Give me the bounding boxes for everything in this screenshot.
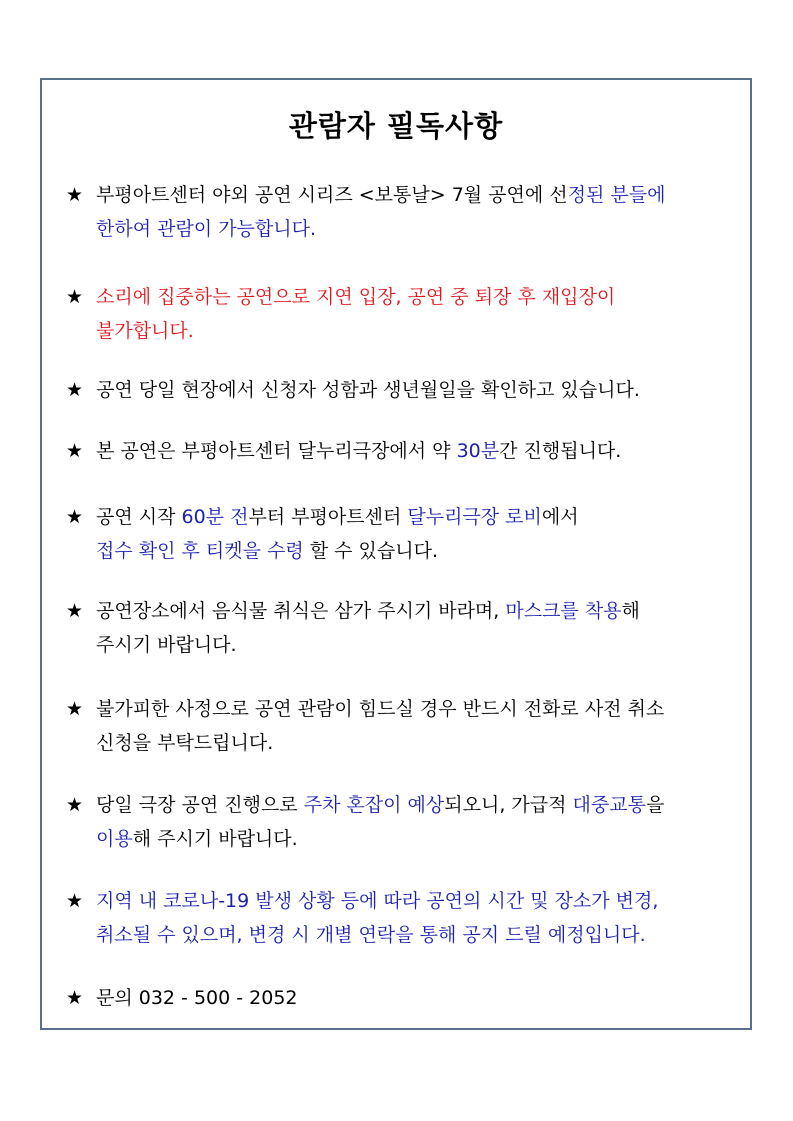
notice-item xyxy=(66,373,740,407)
notice-line xyxy=(66,981,740,1015)
notice-item xyxy=(66,434,740,468)
notice-text: 당일 극장 공연 진행으로 xyxy=(96,794,304,816)
notice-text: 신청을 부탁드립니다. xyxy=(96,732,274,754)
notice-item xyxy=(66,178,740,246)
notice-line xyxy=(66,594,740,628)
notice-text: 달누리극장 로비 xyxy=(407,506,542,528)
notice-line xyxy=(66,534,740,568)
notice-text: 지역 내 코로나-19 발생 상황 등에 따라 공연의 시간 및 장소가 변경, xyxy=(96,890,659,912)
notice-text: 을 xyxy=(645,794,665,816)
notice-text: 정된 분들에 xyxy=(567,184,666,206)
notice-item xyxy=(66,692,740,760)
star-bullet-icon: ★ xyxy=(66,184,84,206)
notice-text: 소리에 집중하는 공연으로 지연 입장, 공연 중 퇴장 후 재입장이 xyxy=(96,286,616,308)
notice-text: 취소될 수 있으며, 변경 시 개별 연락을 통해 공지 드릴 예정입니다. xyxy=(96,924,646,946)
notice-text: 해 주시기 바랍니다. xyxy=(132,828,298,850)
star-bullet-icon: ★ xyxy=(66,379,84,401)
notice-text: 한하여 관람이 가능합니다. xyxy=(96,218,317,240)
notice-text: 공연 시작 xyxy=(96,506,182,528)
notice-text: 공연장소에서 음식물 취식은 삼가 주시기 바라며, xyxy=(96,600,506,622)
notice-frame xyxy=(40,78,752,1030)
notice-line xyxy=(66,822,740,856)
notice-item xyxy=(66,981,740,1015)
notice-text: 해 xyxy=(621,600,640,622)
notice-line xyxy=(66,628,740,662)
notice-text: 접수 확인 후 티켓을 수령 xyxy=(96,540,304,562)
notice-text: 문의 032 - 500 - 2052 xyxy=(96,987,298,1009)
notice-text: 간 진행됩니다. xyxy=(499,440,622,462)
notice-line xyxy=(66,788,740,822)
notice-line xyxy=(66,178,740,212)
notice-item xyxy=(66,280,740,348)
notice-line xyxy=(66,726,740,760)
notice-line xyxy=(66,373,740,407)
notice-text: 공연 당일 현장에서 신청자 성함과 생년월일을 확인하고 있습니다. xyxy=(96,379,640,401)
notice-line xyxy=(66,692,740,726)
notice-text: 부평아트센터 야외 공연 시리즈 <보통날> 7월 공연에 선 xyxy=(96,184,568,206)
notice-line xyxy=(66,280,740,314)
star-bullet-icon: ★ xyxy=(66,987,84,1009)
star-bullet-icon: ★ xyxy=(66,506,84,528)
notice-line xyxy=(66,918,740,952)
star-bullet-icon: ★ xyxy=(66,794,84,816)
notice-line xyxy=(66,434,740,468)
page-title: 관람자 필독사항 xyxy=(288,109,504,143)
notice-text: 불가피한 사정으로 공연 관람이 힘드실 경우 반드시 전화로 사전 취소 xyxy=(96,698,665,720)
notice-item xyxy=(66,884,740,952)
notice-text: 본 공연은 부평아트센터 달누리극장에서 약 xyxy=(96,440,457,462)
notice-item xyxy=(66,788,740,856)
notice-line xyxy=(66,212,740,246)
notice-text: 에서 xyxy=(541,506,579,528)
star-bullet-icon: ★ xyxy=(66,698,84,720)
star-bullet-icon: ★ xyxy=(66,600,84,622)
notice-text: 부터 부평아트센터 xyxy=(248,506,408,528)
notice-text: 되오니, 가급적 xyxy=(444,794,573,816)
notice-text: 주시기 바랍니다. xyxy=(96,634,237,656)
notice-text: 대중교통 xyxy=(572,794,646,816)
notice-line xyxy=(66,884,740,918)
notice-text: 주차 혼잡이 예상 xyxy=(303,794,445,816)
star-bullet-icon: ★ xyxy=(66,440,84,462)
notice-text: 할 수 있습니다. xyxy=(303,540,438,562)
notice-text: 마스크를 착용 xyxy=(505,600,622,622)
notice-text: 60분 전 xyxy=(181,506,249,528)
star-bullet-icon: ★ xyxy=(66,286,84,308)
notice-item xyxy=(66,594,740,662)
notice-line xyxy=(66,314,740,348)
notice-item xyxy=(66,500,740,568)
notice-text: 30분 xyxy=(456,440,500,462)
notice-text: 불가합니다. xyxy=(96,320,194,342)
star-bullet-icon: ★ xyxy=(66,890,84,912)
notice-text: 이용 xyxy=(96,828,133,850)
notice-line xyxy=(66,500,740,534)
